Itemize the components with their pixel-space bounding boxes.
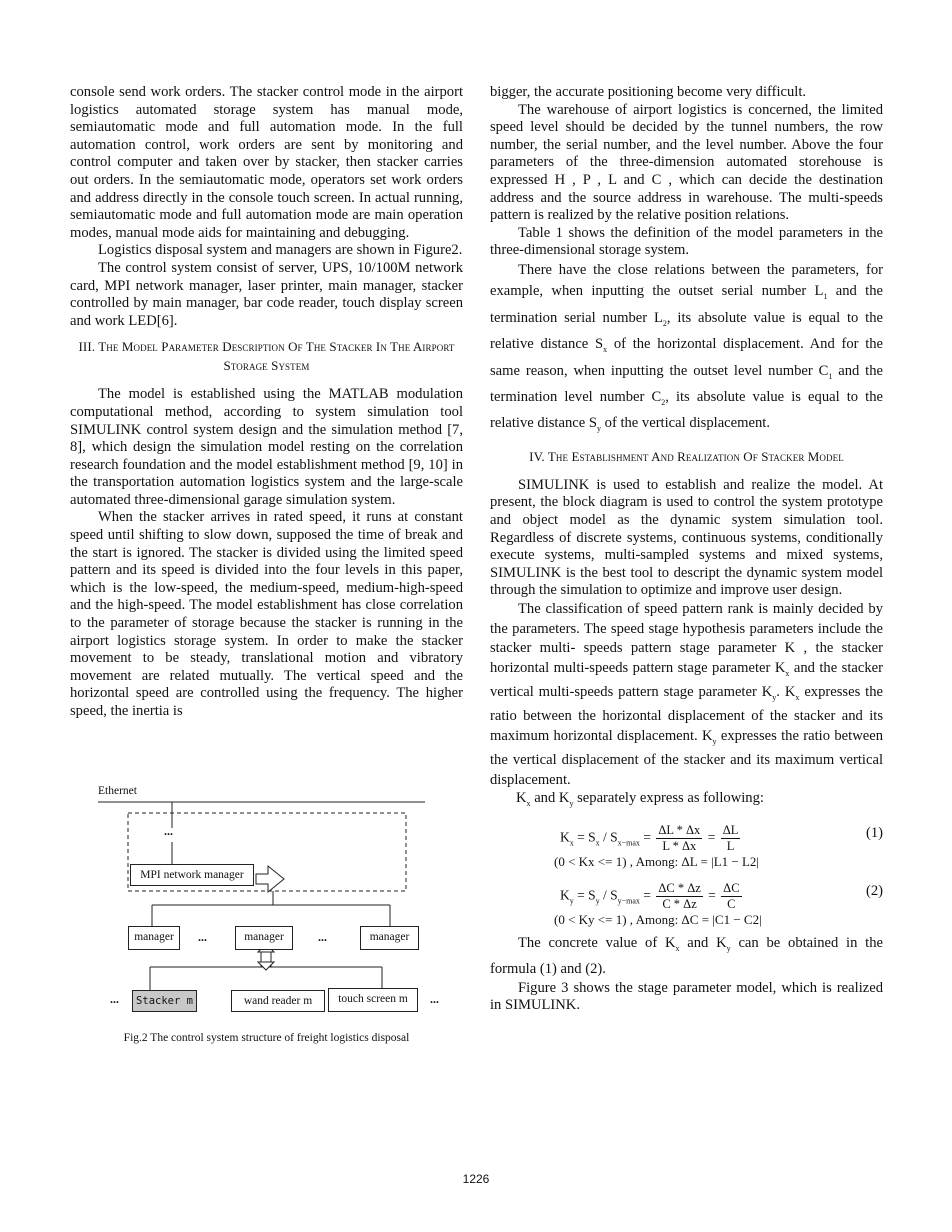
- touch-screen-box: touch screen m: [328, 988, 418, 1012]
- paragraph: The concrete value of $K_x$ and $K_y$ can be obtained in the formula (1) and (2).: [490, 934, 883, 977]
- equation-1-condition: (0 < Kx <= 1) , Among: ΔL = |L1 − L2|: [554, 853, 760, 869]
- manager-box: manager: [360, 926, 419, 950]
- section-heading-3: [70, 338, 463, 376]
- paragraph: Figure 3 shows the stage parameter model, which is realized in SIMULINK.: [490, 979, 883, 1014]
- ellipsis: ...: [198, 930, 207, 944]
- wand-reader-box: wand reader m: [231, 990, 325, 1012]
- ethernet-label: Ethernet: [98, 785, 137, 797]
- figure-caption: Fig.2 The control system structure of freight logistics disposal: [123, 1032, 410, 1044]
- right-column: [490, 84, 883, 1015]
- heading-text: III. The Model Parameter Description Of The Stacker In The Airport Storage System: [78, 339, 455, 374]
- paragraph: The control system consist of server, UPS, 10/100M network card, MPI network manager, laser printer, main manager, stacker controlled by main manager, bar code reader, touch display screen and work LED[6].: [70, 259, 463, 329]
- paragraph: Table 1 shows the definition of the model parameters in the three-dimensional storage system.: [490, 224, 883, 259]
- paragraph: The model is established using the MATLAB modulation computational method, according to system simulation tool SIMULINK control system design and the simulation method [7, 8], which design the simulation model resting on the correlation research foundation and the model establishment method [9, 10] in the transportation automation logistics system and the large-scale automated three-dimensional garage simulation system.: [70, 386, 463, 508]
- section-heading-4: [490, 448, 883, 467]
- paragraph: The warehouse of airport logistics is concerned, the limited speed level should be decided by the tunnel numbers, the row number, the serial number, and the level number. Above the four parameters of the three-dimension automated storehouse is expressed H , P , L and C , which can decide the destination address and the source address in warehouse. The multi-speeds pattern is realized by the relative position relations.: [490, 101, 883, 224]
- ellipsis: ...: [430, 992, 439, 1006]
- mpi-network-manager-box: MPI network manager: [130, 864, 254, 886]
- paragraph: Logistics disposal system and managers are shown in Figure2.: [98, 242, 463, 259]
- stacker-box: Stacker m: [132, 990, 197, 1012]
- paragraph: console send work orders. The stacker control mode in the airport logistics automated storage system has manual mode, semiautomatic mode and full automation mode. In the full automation control, work orders are sent by monitoring and control computer and taken over by stacker, then stacker carries out orders. In the semiautomatic mode, operators set work orders and address directly in the console touch screen. In actual running, semiautomatic mode and full automation mode are main operation modes, manual mode aids for maintaining and debugging.: [70, 84, 463, 241]
- heading-text: IV. The Establishment And Realization Of Stacker Model: [529, 448, 844, 464]
- equation-1: $K_x = S_x / S_{x-max}$ = $\frac{\Delta L * \Delta x}{L * \Delta x}$ = $\frac{\Delta L}{L}$ (1): [560, 822, 883, 853]
- paragraph: SIMULINK is used to establish and realize the model. At present, the block diagram is used to control the system prototype and object model as the dynamic system simulation tool. Regardless of discrete systems, continuous systems, conditionally execute systems, multi-sampled systems and mixed systems, SIMULINK is the best tool to descript the dynamic system model through the simulation to optimize and improve user design.: [490, 476, 883, 599]
- paragraph: The classification of speed pattern rank is mainly decided by the parameters. The speed stage hypothesis parameters include the stacker multi- speeds pattern stage parameter K , the stacker horizontal multi-speeds pattern stage parameter $K_x$ and the stacker vertical multi-speeds pattern stage parameter $K_y$. $K_x$ expresses the ratio between the horizontal displacement of the stacker and its maximum horizontal displacement. $K_y$ expresses the ratio between the vertical displacement of the stacker and its maximum vertical displacement.: [490, 601, 883, 788]
- ellipsis: ...: [110, 992, 119, 1006]
- equation-number: (1): [865, 824, 883, 841]
- manager-box: manager: [128, 926, 180, 950]
- paragraph: There have the close relations between the parameters, for example, when inputting the outset serial number $L_1$ and the termination serial number $L_2$, its absolute value is equal to the relative distance $S_x$ of the horizontal displacement. And for the same reason, when inputting the outset level number $C_1$ and the termination level number $C_2$, its absolute value is equal to the relative distance $S_y$ of the vertical displacement.: [490, 261, 884, 434]
- figure-2: [70, 780, 463, 1050]
- paragraph: bigger, the accurate positioning become very difficult.: [490, 84, 807, 100]
- equation-2-condition: (0 < Ky <= 1) , Among: ΔC = |C1 − C2|: [554, 911, 762, 927]
- equation-2: $K_y = S_y / S_{y-max}$ = $\frac{\Delta C * \Delta z}{C * \Delta z}$ = $\frac{\Delta C}{C}$ (2): [560, 880, 883, 911]
- paragraph: $K_x$ and $K_y$ separately express as following:: [516, 790, 764, 809]
- page-number: 1226: [462, 1172, 490, 1186]
- ellipsis: ...: [318, 930, 327, 944]
- manager-box: manager: [235, 926, 293, 950]
- paragraph: When the stacker arrives in rated speed, it runs at constant speed until shifting to slow down, supposed the time of break and the start is ignored. The stacker is divided using the limited speed pattern and its speed is divided into the four levels in this paper, which is the low-speed, the medium-speed, medium-high-speed and the high-speed. The model establishment has close correlation to the parameter of storage because the stacker is running in the airport logistics storage system. In order to make the stacker movement to be steady, translational motion and vibratory movement are related mutually. The vertical speed and the horizontal speed are controlled using the frequency. The higher speed, the inertia is: [70, 509, 463, 719]
- left-column: [70, 84, 463, 721]
- equation-number: (2): [865, 882, 883, 899]
- ellipsis: ...: [164, 824, 173, 838]
